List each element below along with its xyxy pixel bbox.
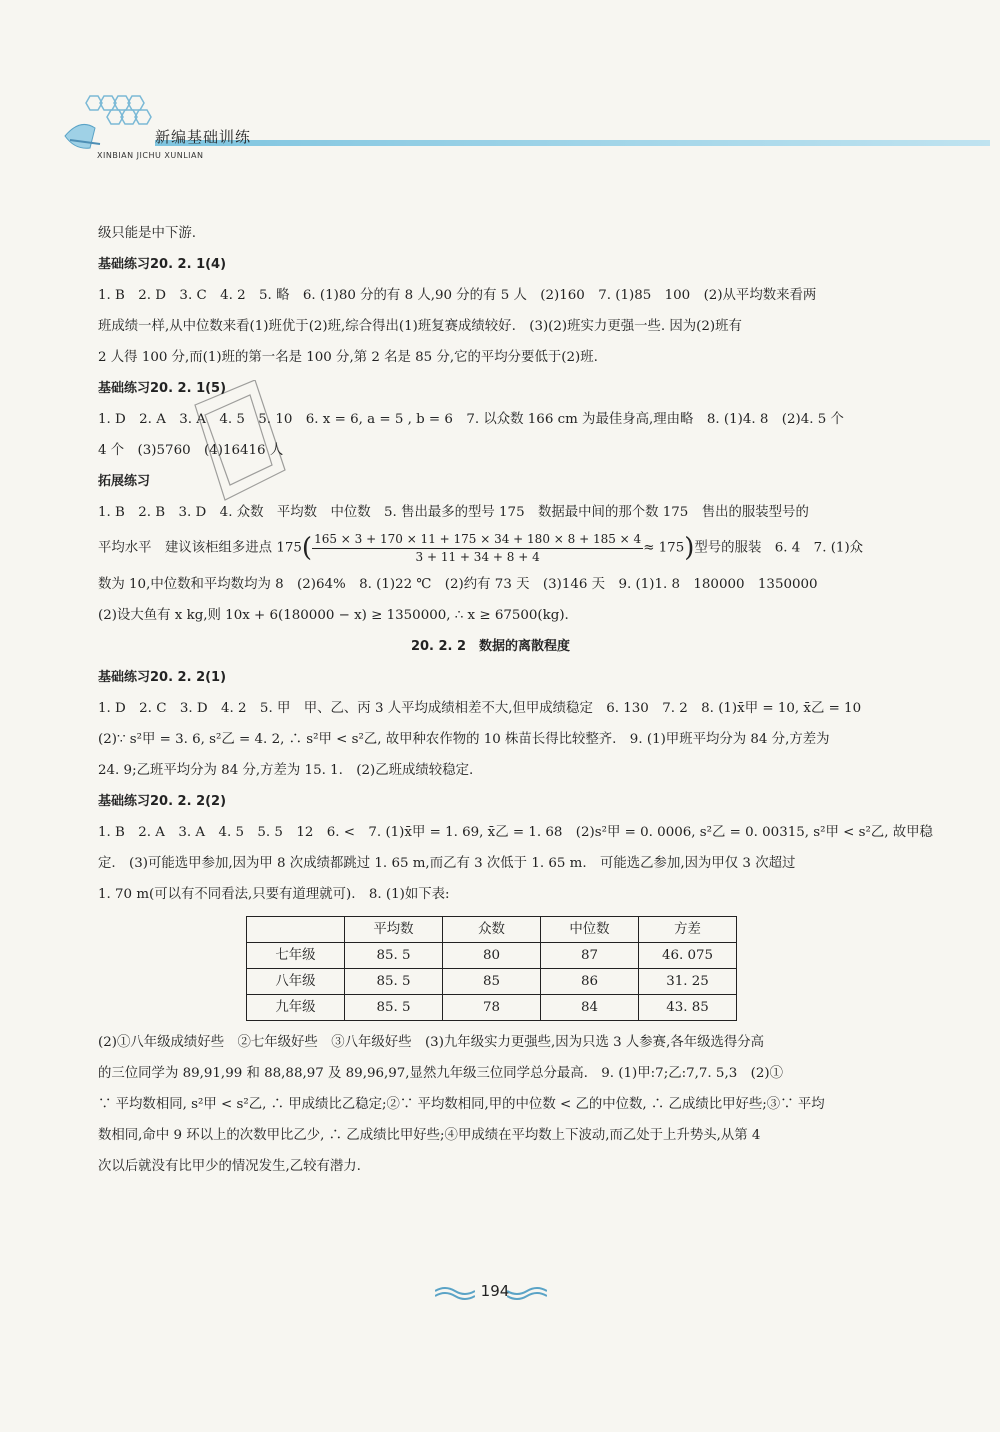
table-row: [247, 942, 737, 968]
table-row: [247, 968, 737, 994]
approx-value: ≈ 175: [643, 540, 685, 556]
stats-table: [246, 916, 737, 1021]
table-cell: 九年级: [247, 994, 345, 1020]
answer-content: [98, 218, 933, 1182]
text-line: 数为 10,中位数和平均数均为 8 (2)64% 8. (1)22 ℃ (2)约有 73 天 (3)146 天 9. (1)1. 8 180000 1350000: [98, 576, 818, 592]
table-header-cell: [247, 916, 345, 942]
section-heading: 基础练习20. 2. 2(1): [98, 669, 227, 685]
text-line: 班成绩一样,从中位数来看(1)班优于(2)班,综合得出(1)班复赛成绩较好. (3)(2)班实力更强一些. 因为(2)班有: [98, 319, 742, 334]
fraction: [312, 531, 643, 566]
text-line: 1. B 2. A 3. A 4. 5 5. 5 12 6. < 7. (1)x̄甲 = 1. 69, x̄乙 = 1. 68 (2)s²甲 = 0. 0006, s²乙 = 0. 00315, s²甲 < s²乙, 故甲稳: [98, 824, 933, 840]
text-line: 24. 9;乙班平均分为 84 分,方差为 15. 1. (2)乙班成绩较稳定.: [98, 762, 474, 778]
table-cell: 85. 5: [345, 994, 443, 1020]
text-line: (2)①八年级成绩好些 ②七年级好些 ③八年级好些 (3)九年级实力更强些,因为只选 3 人参赛,各年级选得分高: [98, 1034, 765, 1050]
table-cell: 46. 075: [639, 942, 737, 968]
table-cell: 84: [541, 994, 639, 1020]
text-line: 1. D 2. C 3. D 4. 2 5. 甲 甲、乙、丙 3 人平均成绩相差不大,但甲成绩稳定 6. 130 7. 2 8. (1)x̄甲 = 10, x̄乙 = 10: [98, 700, 862, 716]
text-line: ∵ 平均数相同, s²甲 < s²乙, ∴ 甲成绩比乙稳定;②∵ 平均数相同,甲的中位数 < 乙的中位数, ∴ 乙成绩比甲好些;③∵ 平均: [98, 1096, 825, 1112]
wave-ornament-right-icon: [507, 1285, 547, 1301]
section-heading: 基础练习20. 2. 2(2): [98, 793, 227, 809]
text-line: 4 个 (3)5760 (4)16416 人: [98, 443, 284, 458]
table-header-cell: 众数: [443, 916, 541, 942]
text-line: (2)∵ s²甲 = 3. 6, s²乙 = 4. 2, ∴ s²甲 < s²乙, 故甲种农作物的 10 株苗长得比较整齐. 9. (1)甲班平均分为 84 分,方差为: [98, 731, 830, 747]
table-cell: 86: [541, 968, 639, 994]
book-title: 新编基础训练: [155, 128, 252, 146]
text-line: (2)设大鱼有 x kg,则 10x + 6(180000 − x) ≥ 1350000, ∴ x ≥ 67500(kg).: [98, 607, 569, 623]
text-line: 级只能是中下游.: [98, 226, 196, 241]
section-heading: 基础练习20. 2. 1(4): [98, 257, 227, 272]
table-row: [247, 994, 737, 1020]
page-number: 194: [480, 1282, 510, 1300]
formula-prefix: 平均水平 建议该柜组多进点 175: [98, 540, 302, 556]
header-rule: [155, 140, 990, 146]
book-subtitle: XINBIAN JICHU XUNLIAN: [97, 151, 204, 160]
table-header-cell: 方差: [639, 916, 737, 942]
table-cell: 87: [541, 942, 639, 968]
table-cell: 八年级: [247, 968, 345, 994]
text-line: 数相同,命中 9 环以上的次数甲比乙少, ∴ 乙成绩比甲好些;④甲成绩在平均数上下波动,而乙处于上升势头,从第 4: [98, 1127, 761, 1143]
text-line: 定. (3)可能选甲参加,因为甲 8 次成绩都跳过 1. 65 m,而乙有 3 次低于 1. 65 m. 可能选乙参加,因为甲仅 3 次超过: [98, 855, 796, 871]
text-line: 次以后就没有比甲少的情况发生,乙较有潜力.: [98, 1158, 361, 1174]
table-cell: 七年级: [247, 942, 345, 968]
text-line: 2 人得 100 分,而(1)班的第一名是 100 分,第 2 名是 85 分,它的平均分要低于(2)班.: [98, 350, 598, 365]
section-heading: 拓展练习: [98, 474, 151, 489]
text-line: 1. B 2. D 3. C 4. 2 5. 略 6. (1)80 分的有 8 人,90 分的有 5 人 (2)160 7. (1)85 100 (2)从平均数来看两: [98, 288, 817, 303]
table-cell: 43. 85: [639, 994, 737, 1020]
text-line: 1. B 2. B 3. D 4. 众数 平均数 中位数 5. 售出最多的型号 175 数据最中间的那个数 175 售出的服装型号的: [98, 505, 809, 520]
table-cell: 31. 25: [639, 968, 737, 994]
table-header-cell: 中位数: [541, 916, 639, 942]
text-line: 1. D 2. A 3. A 4. 5 5. 10 6. x = 6, a = 5 , b = 6 7. 以众数 166 cm 为最佳身高,理由略 8. (1)4. 8 (2)4. 5 个: [98, 412, 844, 427]
formula-suffix: 型号的服装 6. 4 7. (1)众: [694, 540, 864, 556]
text-line: 1. 70 m(可以有不同看法,只要有道理就可). 8. (1)如下表:: [98, 886, 450, 902]
page-header: [60, 88, 990, 168]
hexagon-logo-icon: [60, 88, 170, 158]
table-header-row: [247, 916, 737, 942]
table-cell: 85: [443, 968, 541, 994]
table-header-cell: 平均数: [345, 916, 443, 942]
formula-line: 平均水平 建议该柜组多进点 175( $\frac{165 \times 3 + 170 \times 11 + 175 \times 34 + 180 \times 8 + 185 \times 4}{3 + 11 + 34 + 8 + 4}$ ≈ 175)型号的服装 6. 4 7. (1)众: [98, 531, 864, 564]
table-cell: 85. 5: [345, 968, 443, 994]
text-line: 的三位同学为 89,91,99 和 88,88,97 及 89,96,97,显然九年级三位同学总分最高. 9. (1)甲:7;乙:7,7. 5,3 (2)①: [98, 1065, 783, 1081]
fraction-numerator: 165 × 3 + 170 × 11 + 175 × 34 + 180 × 8 + 185 × 4: [312, 531, 643, 549]
fraction-denominator: 3 + 11 + 34 + 8 + 4: [415, 549, 540, 564]
table-cell: 78: [443, 994, 541, 1020]
table-cell: 85. 5: [345, 942, 443, 968]
section-heading: 基础练习20. 2. 1(5): [98, 381, 227, 396]
section-title: 20. 2. 2 数据的离散程度: [410, 638, 571, 654]
table-cell: 80: [443, 942, 541, 968]
